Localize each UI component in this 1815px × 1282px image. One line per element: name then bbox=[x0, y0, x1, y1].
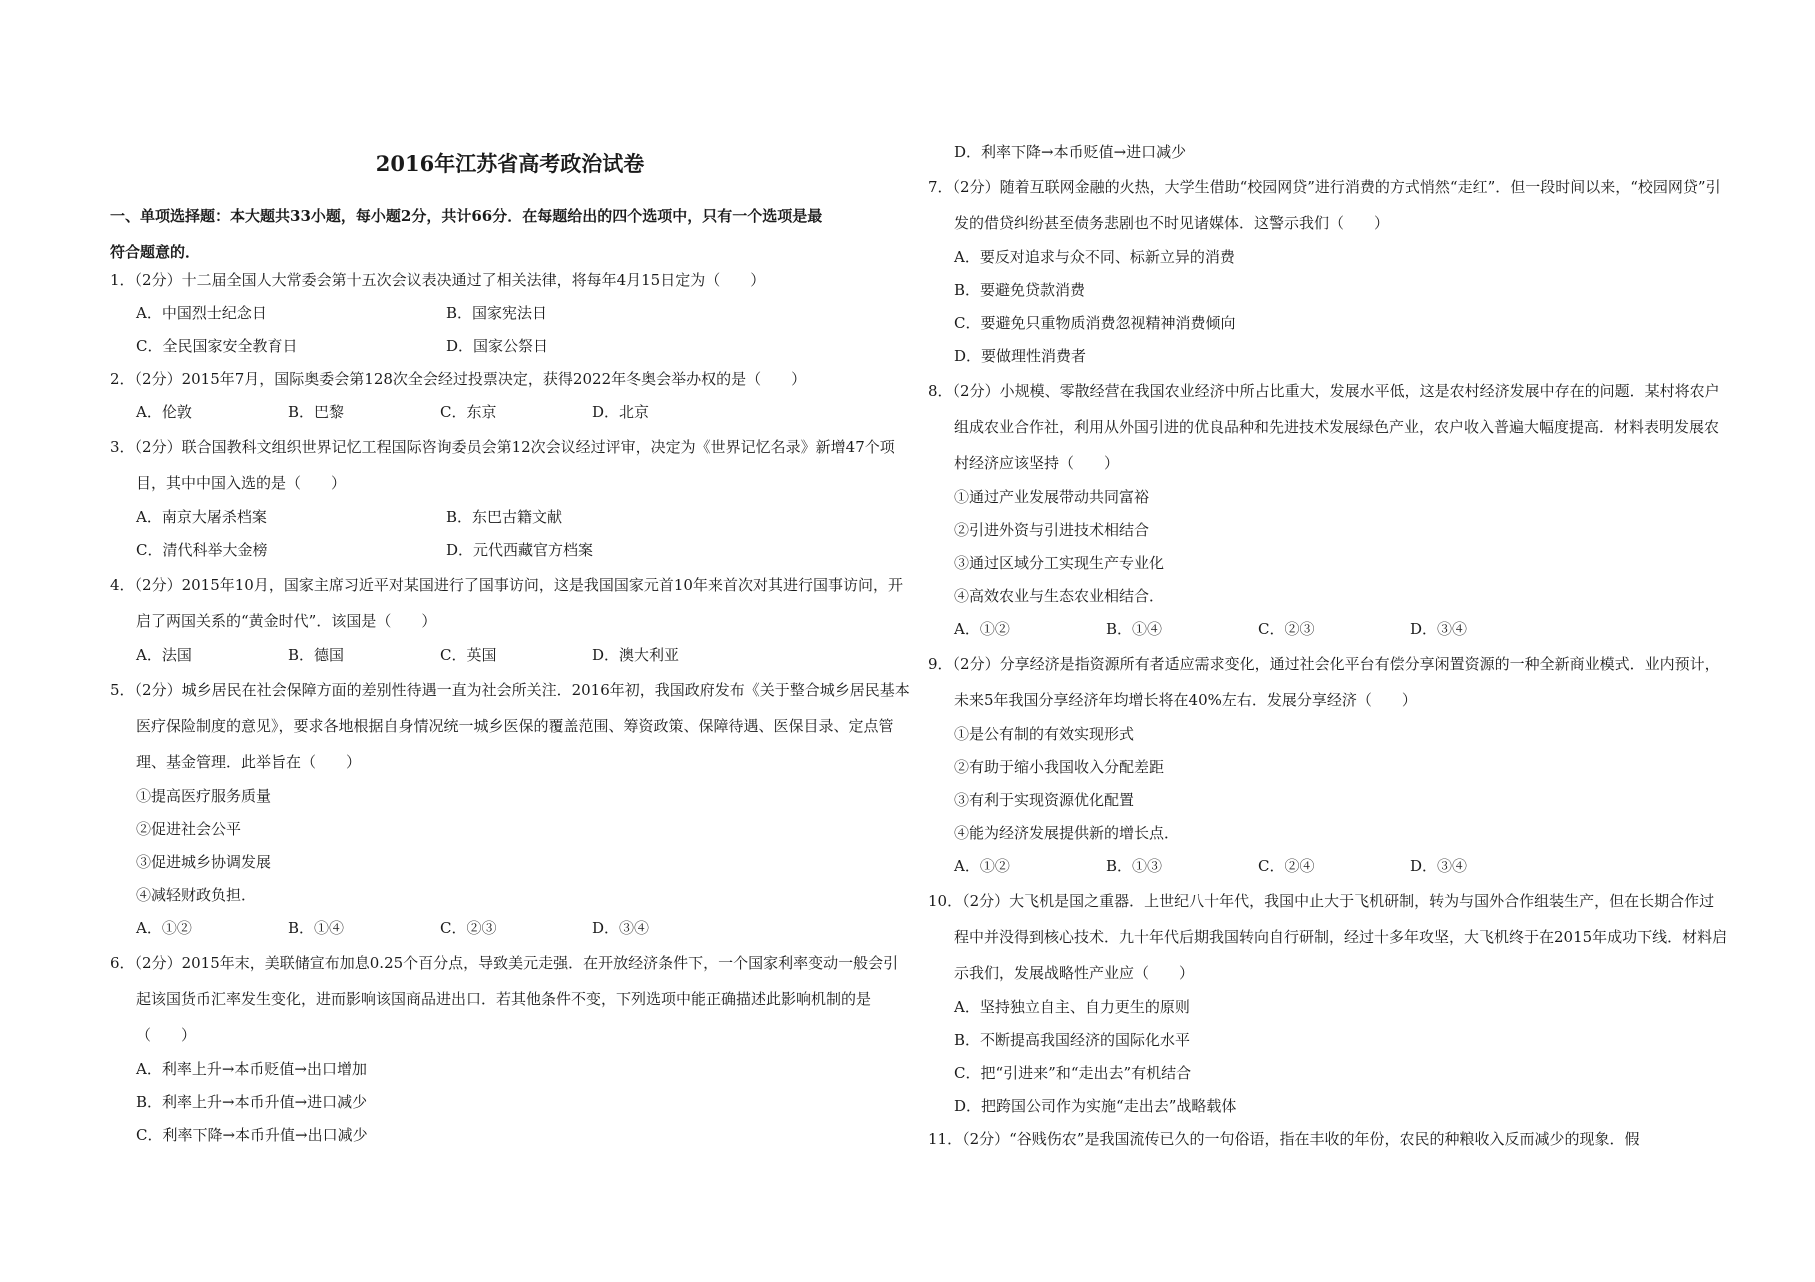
statement-item: ④能为经济发展提供新的增长点． bbox=[954, 824, 1180, 842]
option-d: D．北京 bbox=[592, 403, 650, 421]
option-d: D．元代西藏官方档案 bbox=[446, 541, 594, 559]
question-stem: 4．（2分）2015年10月，国家主席习近平对某国进行了国事访问，这是我国国家元首10年来首次对其进行国事访问，开启了两国关系的“黄金时代”．该国是（ ） bbox=[110, 576, 903, 630]
question-stem: 2．（2分）2015年7月，国际奥委会第128次全会经过投票决定，获得2022年冬奥会举办权的是（ ） bbox=[110, 370, 807, 388]
question-6 bbox=[110, 945, 910, 1152]
option-a: A．①② bbox=[954, 857, 1010, 875]
option-b: B．①③ bbox=[1106, 857, 1163, 875]
statement-item: ③通过区域分工实现生产专业化 bbox=[954, 554, 1165, 572]
statement-item: ②促进社会公平 bbox=[136, 820, 242, 838]
option-b: B．德国 bbox=[288, 646, 345, 664]
option-a: A．南京大屠杀档案 bbox=[136, 508, 267, 526]
question-stem: 5．（2分）城乡居民在社会保障方面的差别性待遇一直为社会所关注．2016年初，我国政府发布《关于整合城乡居民基本医疗保险制度的意见》，要求各地根据自身情况统一城乡医保的覆盖范围、筹资政策、保障待遇、医保目录、定点管理、基金管理．此举旨在（ ） bbox=[110, 681, 910, 771]
option-a: A．坚持独立自主、自力更生的原则 bbox=[954, 998, 1190, 1016]
option-b: B．不断提高我国经济的国际化水平 bbox=[954, 1031, 1191, 1049]
question-9 bbox=[928, 646, 1728, 883]
question-list-right bbox=[928, 136, 1728, 1156]
option-c: C．把“引进来”和“走出去”有机结合 bbox=[954, 1064, 1192, 1082]
option-d: D．澳大利亚 bbox=[592, 646, 680, 664]
question-1 bbox=[110, 264, 910, 363]
options-row bbox=[110, 501, 910, 534]
option-d: D．③④ bbox=[1410, 620, 1468, 638]
question-stem: 10．（2分）大飞机是国之重器．上世纪八十年代，我国中止大于飞机研制，转为与国外合作组装生产，但在长期合作过程中并没得到核心技术．九十年代后期我国转向自行研制，经过十多年攻坚，大飞机终于在2015年成功下线．材料启示我们，发展战略性产业应（ ） bbox=[928, 892, 1728, 982]
statement-item: ④高效农业与生态农业相结合． bbox=[954, 587, 1165, 605]
option-c: C．清代科举大金榜 bbox=[136, 541, 268, 559]
options-row bbox=[110, 534, 910, 567]
option-c: C．全民国家安全教育日 bbox=[136, 337, 298, 355]
question-stem: 7．（2分）随着互联网金融的火热，大学生借助“校园网贷”进行消费的方式悄然“走红”．但一段时间以来，“校园网贷”引发的借贷纠纷甚至债务悲剧也不时见诸媒体．这警示我们（ ） bbox=[928, 178, 1721, 232]
option-c: C．利率下降→本币升值→出口减少 bbox=[136, 1126, 368, 1144]
statement-item: ③有利于实现资源优化配置 bbox=[954, 791, 1135, 809]
option-d: D．国家公祭日 bbox=[446, 337, 549, 355]
question-11 bbox=[928, 1123, 1728, 1156]
section-heading-line2: 符合题意的． bbox=[110, 243, 201, 261]
option-c: C．②③ bbox=[1258, 620, 1315, 638]
question-3 bbox=[110, 429, 910, 567]
options-row bbox=[110, 330, 910, 363]
option-b: B．要避免贷款消费 bbox=[954, 281, 1086, 299]
option-d: D．要做理性消费者 bbox=[954, 347, 1087, 365]
option-a: A．①② bbox=[954, 620, 1010, 638]
question-4 bbox=[110, 567, 910, 672]
options-row bbox=[110, 639, 910, 672]
question-7 bbox=[928, 169, 1728, 373]
option-a: A．要反对追求与众不同、标新立异的消费 bbox=[954, 248, 1235, 266]
statement-item: ③促进城乡协调发展 bbox=[136, 853, 272, 871]
option-a: A．利率上升→本币贬值→出口增加 bbox=[136, 1060, 367, 1078]
option-d: D．③④ bbox=[592, 919, 650, 937]
options-row bbox=[928, 613, 1728, 646]
statement-item: ①提高医疗服务质量 bbox=[136, 787, 272, 805]
statement-item: ④减轻财政负担． bbox=[136, 886, 257, 904]
option-c: C．英国 bbox=[440, 646, 497, 664]
question-stem: 3．（2分）联合国教科文组织世界记忆工程国际咨询委员会第12次会议经过评审，决定为《世界记忆名录》新增47个项目，其中中国入选的是（ ） bbox=[110, 438, 895, 492]
option-c: C．东京 bbox=[440, 403, 497, 421]
options-row bbox=[928, 850, 1728, 883]
options-row bbox=[110, 396, 910, 429]
option-c: C．要避免只重物质消费忽视精神消费倾向 bbox=[954, 314, 1236, 332]
page-title: 2016年江苏省高考政治试卷 bbox=[375, 151, 645, 176]
question-2 bbox=[110, 363, 910, 429]
question-5 bbox=[110, 672, 910, 945]
option-d: D．利率下降→本币贬值→进口减少 bbox=[954, 143, 1187, 161]
option-c: C．②④ bbox=[1258, 857, 1315, 875]
question-stem: 11．（2分）“谷贱伤农”是我国流传已久的一句俗语，指在丰收的年份，农民的种粮收入反而减少的现象．假 bbox=[928, 1130, 1640, 1148]
option-b: B．①④ bbox=[288, 919, 345, 937]
question-stem: 6．（2分）2015年末，美联储宣布加息0.25个百分点，导致美元走强．在开放经济条件下，一个国家利率变动一般会引起该国货币汇率发生变化，进而影响该国商品进出口．若其他条件不变，下列选项中能正确描述此影响机制的是（ ） bbox=[110, 954, 899, 1044]
option-d: D．③④ bbox=[1410, 857, 1468, 875]
option-a: A．伦敦 bbox=[136, 403, 192, 421]
option-a: A．中国烈士纪念日 bbox=[136, 304, 267, 322]
question-stem: 9．（2分）分享经济是指资源所有者适应需求变化，通过社会化平台有偿分享闲置资源的一种全新商业模式．业内预计，未来5年我国分享经济年均增长将在40%左右．发展分享经济（ ） bbox=[928, 655, 1720, 709]
option-b: B．①④ bbox=[1106, 620, 1163, 638]
option-b: B．东巴古籍文献 bbox=[446, 508, 563, 526]
statement-item: ①是公有制的有效实现形式 bbox=[954, 725, 1135, 743]
question-stem: 8．（2分）小规模、零散经营在我国农业经济中所占比重大，发展水平低，这是农村经济发展中存在的问题．某村将农户组成农业合作社，利用从外国引进的优良品种和先进技术发展绿色产业，农户收入普遍大幅度提高．材料表明发展农村经济应该坚持（ ） bbox=[928, 382, 1720, 472]
section-heading bbox=[110, 198, 910, 270]
options-row bbox=[110, 912, 910, 945]
statement-item: ②有助于缩小我国收入分配差距 bbox=[954, 758, 1165, 776]
statement-item: ①通过产业发展带动共同富裕 bbox=[954, 488, 1150, 506]
option-a: A．法国 bbox=[136, 646, 192, 664]
question-list-left bbox=[110, 264, 910, 1152]
option-d: D．把跨国公司作为实施“走出去”战略载体 bbox=[954, 1097, 1237, 1115]
option-a: A．①② bbox=[136, 919, 192, 937]
question-10 bbox=[928, 883, 1728, 1123]
option-c: C．②③ bbox=[440, 919, 497, 937]
option-b: B．巴黎 bbox=[288, 403, 345, 421]
options-row bbox=[110, 297, 910, 330]
statement-item: ②引进外资与引进技术相结合 bbox=[954, 521, 1150, 539]
question-8 bbox=[928, 373, 1728, 646]
option-b: B．利率上升→本币升值→进口减少 bbox=[136, 1093, 368, 1111]
option-b: B．国家宪法日 bbox=[446, 304, 548, 322]
section-heading-line1: 一、单项选择题：本大题共33小题，每小题2分，共计66分．在每题给出的四个选项中，只有一个选项是最 bbox=[110, 207, 823, 225]
question-stem: 1．（2分）十二届全国人大常委会第十五次会议表决通过了相关法律，将每年4月15日定为（ ） bbox=[110, 271, 766, 289]
